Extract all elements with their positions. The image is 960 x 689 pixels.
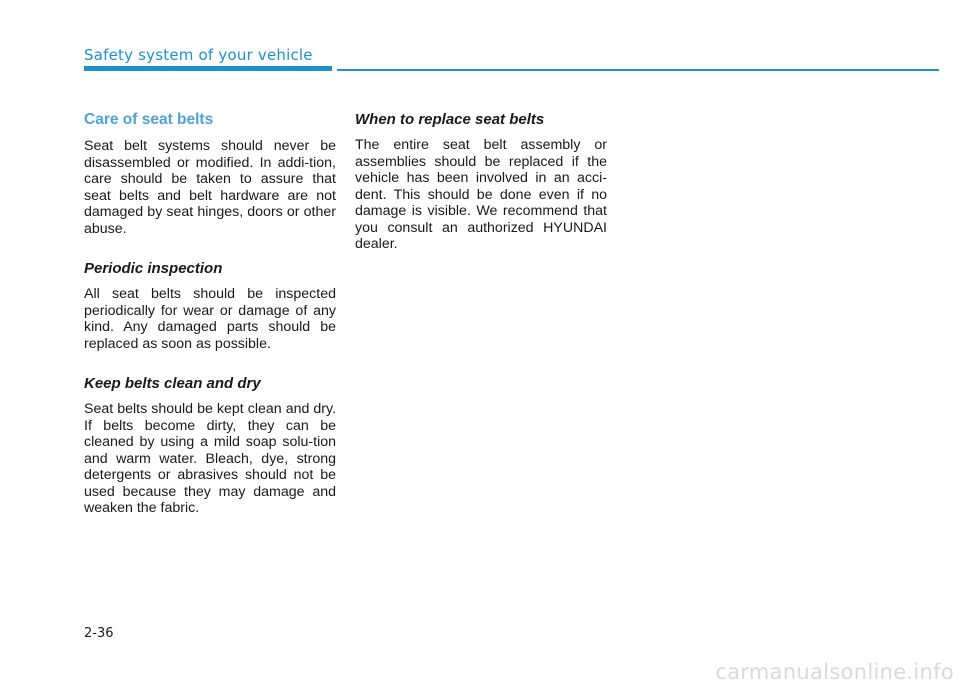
header-bar-thin [337, 69, 939, 71]
watermark: carmanualsonline.info [715, 660, 954, 684]
header-title: Safety system of your vehicle [84, 46, 313, 64]
section-title: Care of seat belts [84, 111, 214, 128]
left-column [84, 110, 336, 517]
right-column [355, 110, 607, 253]
replace-belts-heading: When to replace seat belts [355, 111, 545, 128]
periodic-inspection-paragraph: All seat belts should be inspected periodically for wear or damage of any kind. Any damaged parts should be replaced as soon as possible. [84, 286, 336, 352]
keep-clean-paragraph: Seat belts should be kept clean and dry. If belts become dirty, they can be cleaned by using a mild soap solu-tion and warm water. Bleach, dye, strong detergents or abrasives should not be used because they may damage and weaken the fabric. [84, 401, 336, 516]
page-number: 2-36 [84, 626, 114, 641]
periodic-inspection-heading: Periodic inspection [84, 260, 223, 277]
replace-belts-paragraph: The entire seat belt assembly or assemblies should be replaced if the vehicle has been involved in an acci-dent. This should be done even if no damage is visible. We recommend that you consult an authorized HYUNDAI dealer. [355, 137, 607, 252]
keep-clean-heading: Keep belts clean and dry [84, 375, 261, 392]
intro-paragraph: Seat belt systems should never be disassembled or modified. In addi-tion, care should be taken to assure that seat belts and belt hardware are not damaged by seat hinges, doors or other abuse. [84, 138, 336, 237]
header-bar-thick [84, 66, 332, 71]
